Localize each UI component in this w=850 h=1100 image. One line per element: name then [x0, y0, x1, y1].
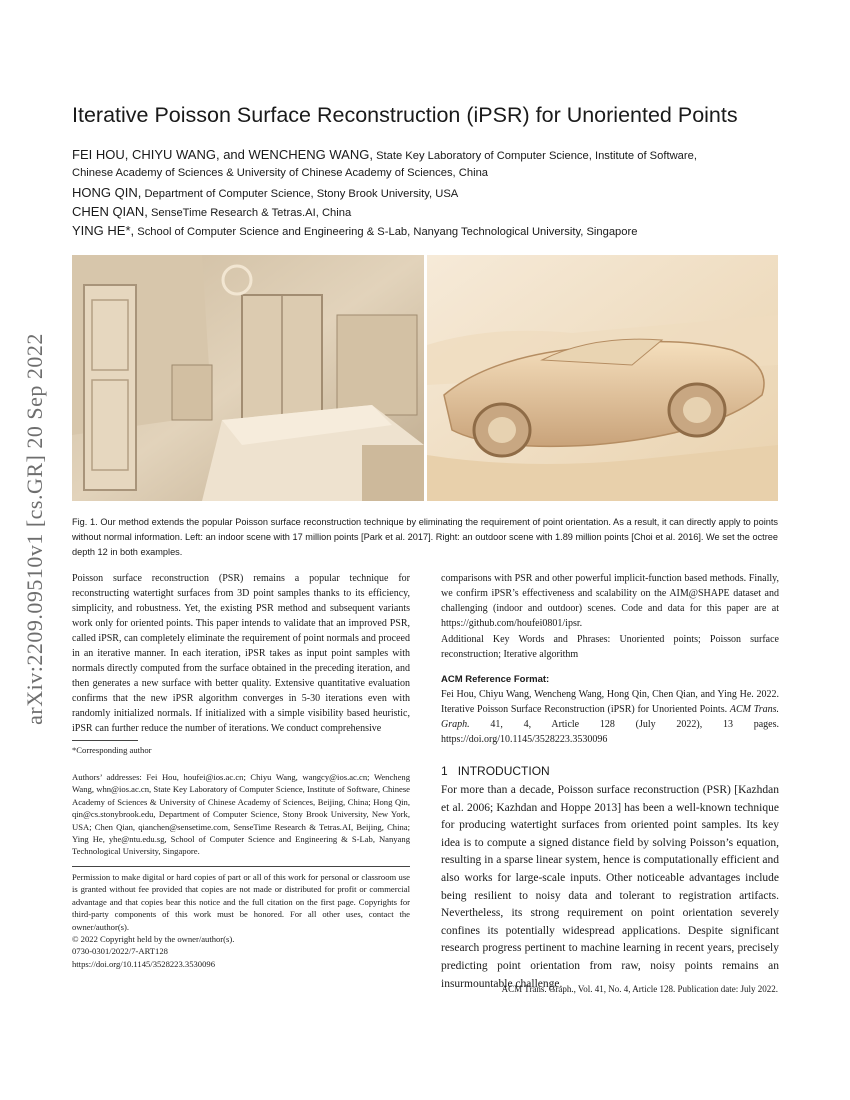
author-names: YING HE*, [72, 223, 135, 238]
author-names: HONG QIN, [72, 185, 142, 200]
issn-line: 0730-0301/2022/7-ART128 [72, 946, 168, 957]
author-names: FEI HOU, CHIYU WANG, and WENCHENG WANG, [72, 147, 373, 162]
author-affiliation: School of Computer Science and Engineering & S-Lab, Nanyang Technological University, Singapore [137, 226, 638, 238]
abstract-left [72, 571, 410, 736]
keywords-text: Additional Key Words and Phrases: Unoriented points; Poisson surface reconstruction; Iterative algorithm [441, 634, 779, 660]
intro-heading-text: INTRODUCTION [457, 764, 550, 778]
abstract-right [441, 571, 779, 631]
author-addresses [72, 771, 410, 858]
author-line-2 [72, 164, 792, 183]
copyright-line: © 2022 Copyright held by the owner/author(s). [72, 934, 235, 945]
arxiv-stamp-text: arXiv:2209.09510v1 [cs.GR] 20 Sep 2022 [22, 333, 47, 725]
author-line-3 [72, 183, 792, 204]
author-affiliation: State Key Laboratory of Computer Science, Institute of Software, [376, 150, 697, 162]
abstract-left-text: Poisson surface reconstruction (PSR) remains a popular technique for reconstructing watertight surfaces from 3D point samples thanks to its efficiency, simplicity, and robustness. Yet, the existing PSR method and subsequent variants work only for oriented points. This paper intends to validate that an improved PSR, called iPSR, can completely eliminate the requirement of point normals and proceed in an iterative manner. In each iteration, iPSR takes as input point samples with normals directly computed from the surface obtained in the preceding iteration, and then generates a new surface with better quality. Extensive quantitative evaluation confirms that the new iPSR algorithm converges in 5-30 iterations even with randomly initialized normals. If initialized with a simple visibility based heuristic, iPSR can further reduce the number of iterations. We conduct comprehensive [72, 573, 410, 734]
author-addresses-text: Authors’ addresses: Fei Hou, houfei@ios.ac.cn; Chiyu Wang, wangcy@ios.ac.cn; Wencheng Wang, whn@ios.ac.cn, State Key Laboratory of Computer Science, Institute of Software, Chinese Academy of Sciences & University of Chinese Academy of Sciences, Beijing, China; Hong Qin, qin@cs.stonybrook.edu, Department of Computer Science, Stony Brook University, New York, USA; Chen Qian, qianchen@sensetime.com, SenseTime Research & Tetras.AI, Beijing, China; Ying He, yhe@ntu.edu.sg, School of Computer Science and Engineering & S-Lab, Nanyang Technological University, Singapore. [72, 772, 410, 857]
teaser-figure [72, 255, 778, 501]
author-line-4 [72, 202, 792, 223]
figure-caption: Fig. 1. Our method extends the popular Poisson surface reconstruction technique by eliminating the requirement of point orientation. As a result, it can directly apply to points without normal information. Left: an indoor scene with 17 million points [Park et al. 2017]. Right: an outdoor scene with 1.89 million points [Choi et al. 2016]. We set the octree depth 12 in both examples. [72, 517, 778, 557]
acm-reference-journal: ACM Trans. Graph. [441, 704, 780, 730]
corresponding-note: *Corresponding author [72, 745, 152, 755]
intro-heading [441, 764, 779, 778]
author-line-5 [72, 221, 792, 242]
permission-text: Permission to make digital or hard copies of part or all of this work for personal or classroom use is granted without fee provided that copies are not made or distributed for profit or commercial advantage and that copies bear this notice and the full citation on the first page. Copyrights for third-party components of this work must be honored. For all other uses, contact the owner/author(s). [72, 872, 410, 932]
acm-reference-heading: ACM Reference Format: [441, 674, 550, 685]
acm-reference-details: 41, 4, Article 128 (July 2022), 13 pages. https://doi.org/10.1145/3528223.3530096 [441, 719, 780, 745]
author-names: CHEN QIAN, [72, 204, 148, 219]
intro-paragraph: For more than a decade, Poisson surface reconstruction (PSR) [Kazhdan et al. 2006; Kazhdan and Hoppe 2013] has been a well-known technique for producing watertight surfaces from oriented point samples. Its key idea is to compute a signed distance field by solving Poisson’s equation, resulting in a sparse linear system, hence is computationally efficient and also works for large-scale inputs. Other noticeable advantages include being resilient to noisy data and tolerant to registration artifacts. Nevertheless, its strong requirement on point orientation severely confines its potentially widespread applications. Despite significant research progress pertinent to machine learning in recent years, precisely predicting point orientation from raw, noisy points remains an insurmountable challenge. [441, 784, 779, 990]
indoor-scene-image [72, 255, 424, 501]
acm-reference-text [441, 687, 779, 747]
permission-block [72, 871, 410, 970]
author-affiliation: SenseTime Research & Tetras.AI, China [150, 207, 352, 219]
intro-heading-number: 1 [441, 764, 448, 778]
outdoor-car-image [427, 255, 778, 501]
keywords [441, 632, 779, 662]
footnote-rule [72, 740, 138, 741]
paper-title: Iterative Poisson Surface Reconstruction (iPSR) for Unoriented Points [72, 103, 738, 127]
acm-reference [441, 672, 779, 747]
author-affiliation: Chinese Academy of Sciences & University of Chinese Academy of Sciences, China [72, 167, 489, 179]
permission-rule [72, 866, 410, 867]
teaser-figure-svg [72, 255, 778, 501]
page-footer: ACM Trans. Graph., Vol. 41, No. 4, Article 128. Publication date: July 2022. [501, 984, 778, 994]
doi-line: https://doi.org/10.1145/3528223.3530096 [72, 958, 215, 969]
acm-reference-citation: Fei Hou, Chiyu Wang, Wencheng Wang, Hong Qin, Chen Qian, and Ying He. 2022. Iterative Poisson Surface Reconstruction (iPSR) for Unoriented Points. [441, 689, 779, 715]
abstract-right-text: comparisons with PSR and other powerful implicit-function based methods. Finally, we confirm iPSR’s effectiveness and scalability on the AIM@SHAPE dataset and challenging (indoor and outdoor) scenes. Code and data for this paper are at https://github.com/houfei0801/ipsr. [441, 573, 779, 629]
author-line-1 [72, 145, 792, 166]
author-affiliation: Department of Computer Science, Stony Brook University, USA [144, 188, 459, 200]
arxiv-stamp [10, 294, 60, 764]
